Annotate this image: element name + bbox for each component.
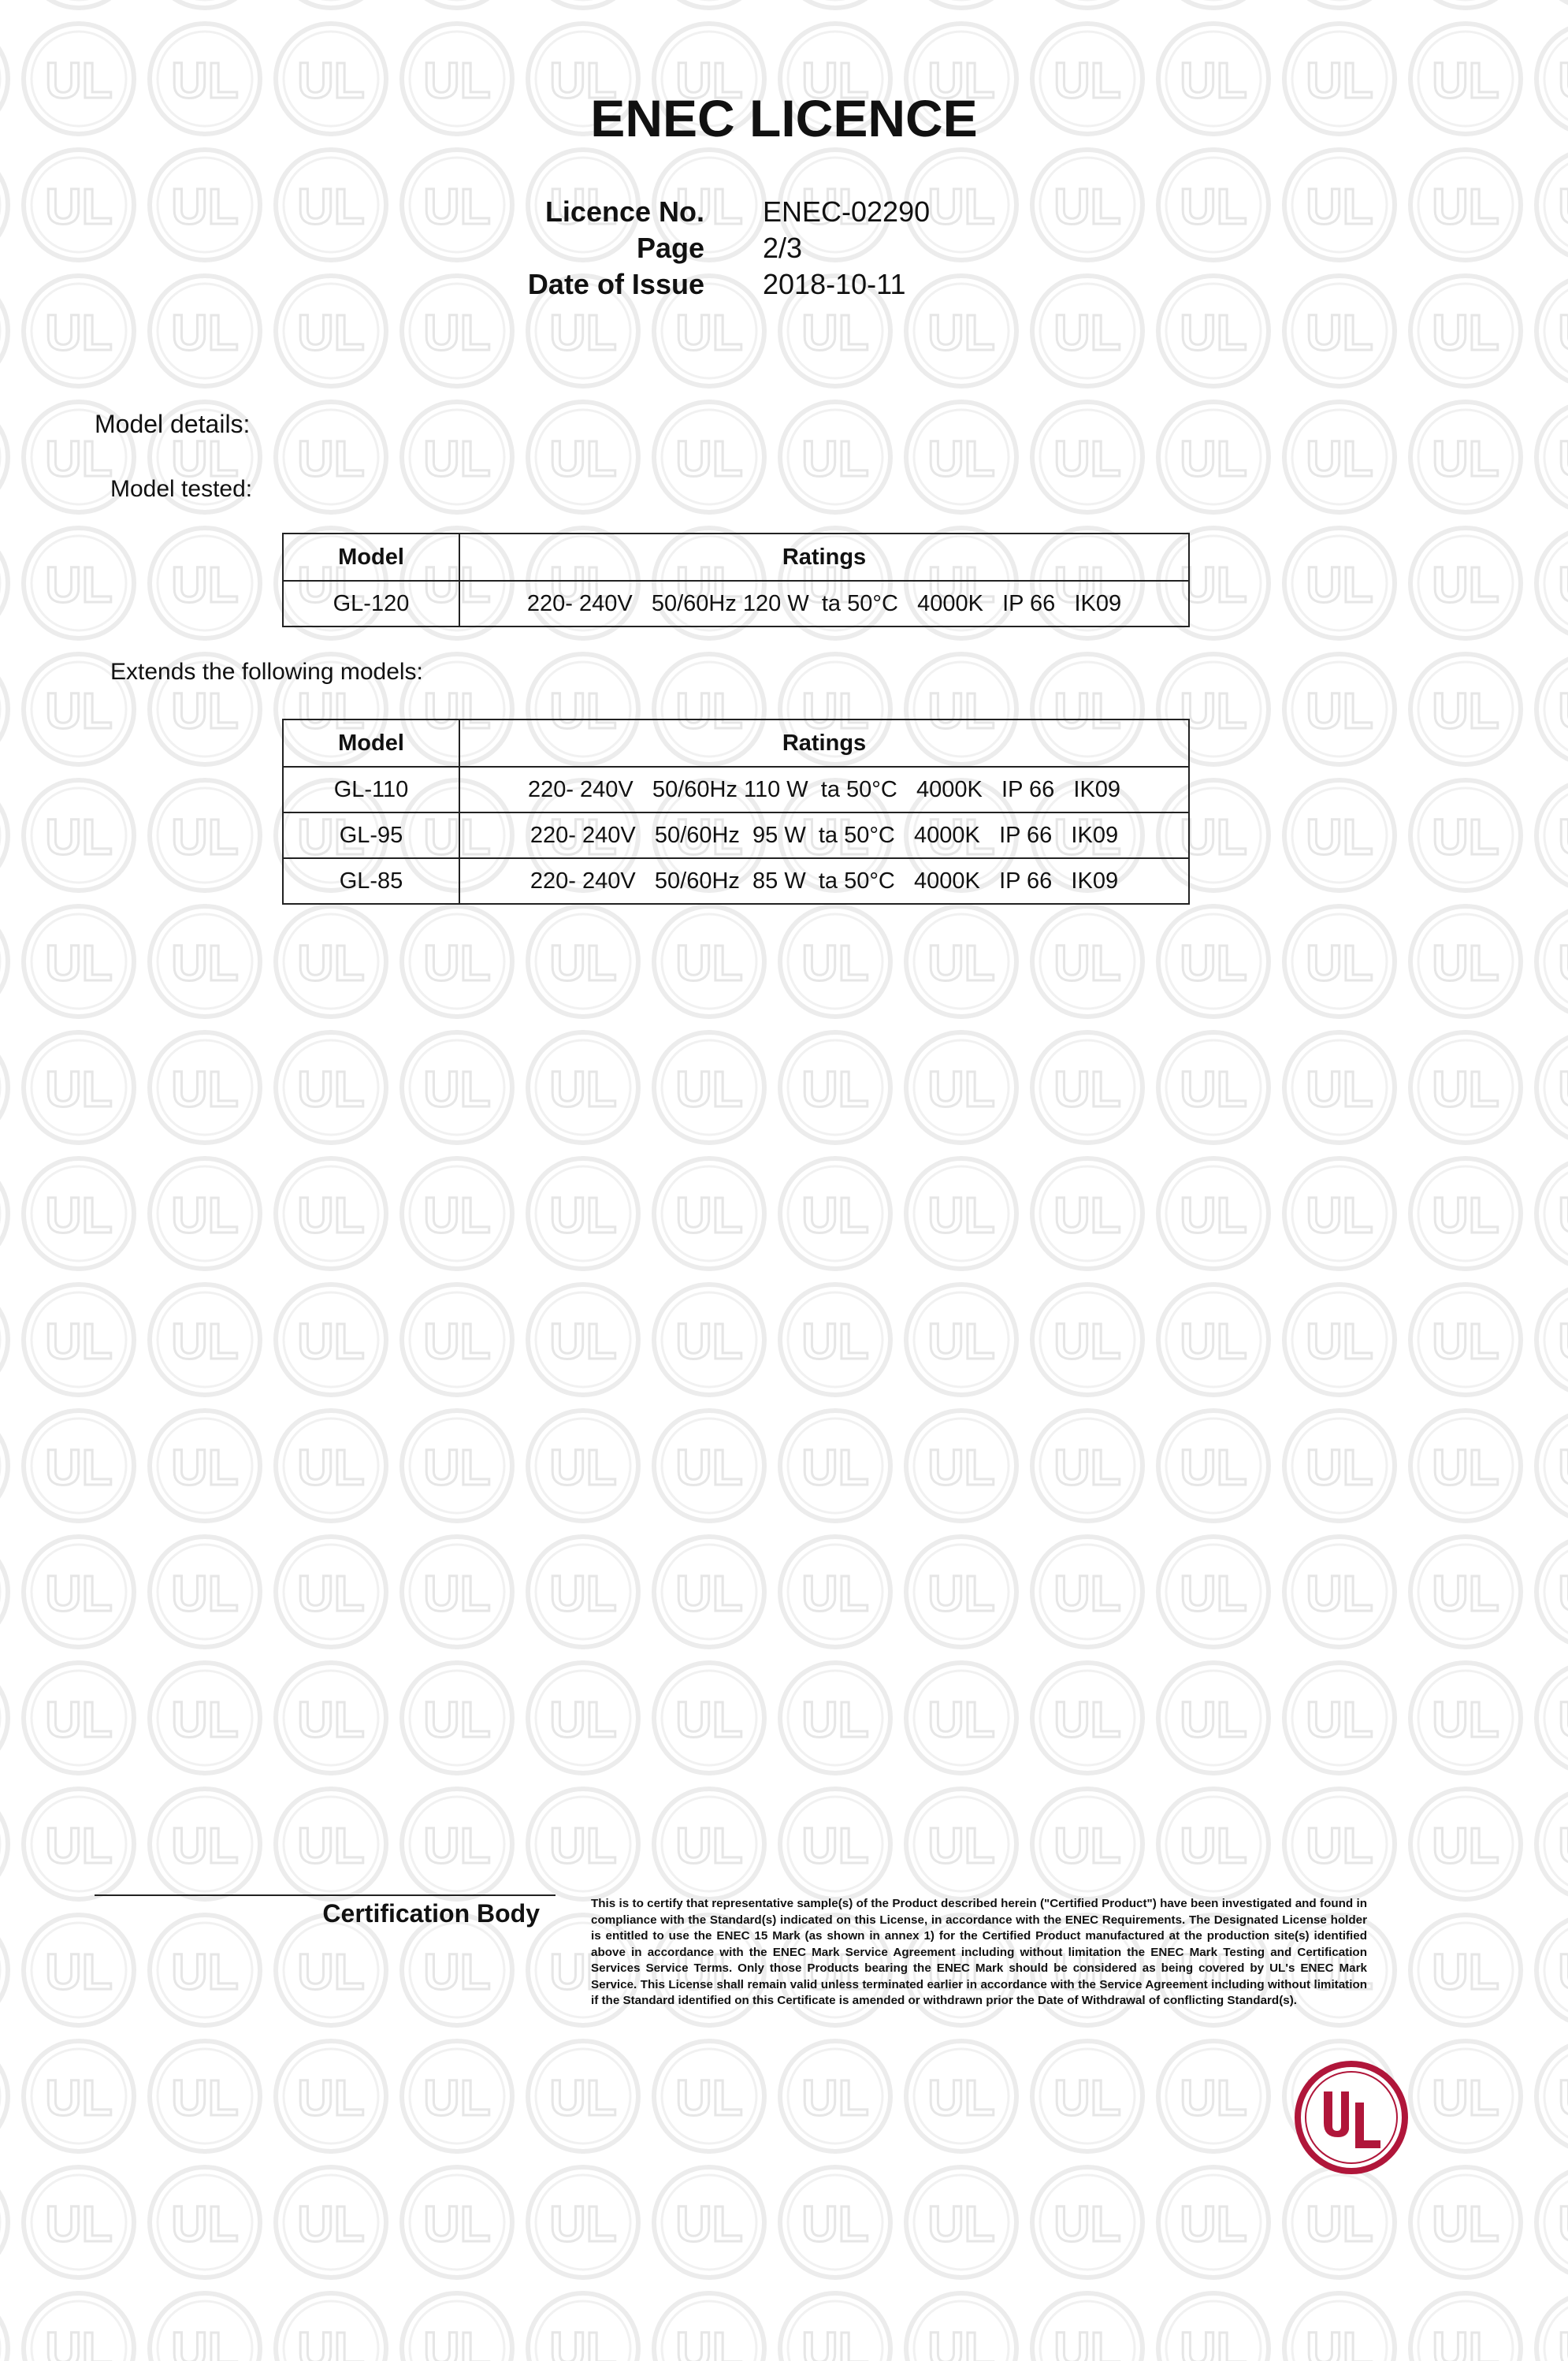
table-row — [283, 812, 1189, 858]
licence-no-label: Licence No. — [544, 195, 704, 228]
tested-models-table — [282, 533, 1190, 627]
document-title: ENEC LICENCE — [590, 89, 978, 147]
model-column-header: Model — [283, 719, 459, 767]
ratings-column-header: Ratings — [459, 719, 1189, 767]
ratings-cell: 220- 240V 50/60Hz 120 W ta 50°C 4000K IP 66 IK09 — [459, 581, 1189, 627]
model-column-header: Model — [283, 534, 459, 581]
model-cell: GL-95 — [283, 812, 459, 858]
model-cell: GL-110 — [283, 767, 459, 812]
certification-body-label: Certification Body — [322, 1899, 540, 1928]
extended-models-table — [282, 719, 1190, 905]
ratings-column-header: Ratings — [459, 534, 1189, 581]
date-of-issue-label: Date of Issue — [527, 268, 704, 300]
page-value: 2/3 — [763, 232, 803, 264]
table-row — [283, 858, 1189, 904]
extends-models-heading: Extends the following models: — [110, 659, 423, 685]
table-header-row — [283, 534, 1189, 581]
certification-disclaimer: This is to certify that representative sample(s) of the Product described herein ("Certified Product") have been investigated and found in compliance with the Standard(s) indicated on this License, in accordance with the ENEC Requirements. The Designated License holder is entitled to use the ENEC 15 Mark (as shown in annex 1) for the Certified Product manufactured at the production site(s) identified above in accordance with the ENEC Mark Service Agreement including without limitation the ENEC Mark Testing and Certification Services Service Terms. Only those Products bearing the ENEC Mark should be considered as being covered by UL's ENEC Mark Service. This License shall remain valid unless terminated earlier in accordance with the Service Agreement including without limitation if the Standard identified on this Certificate is amended or withdrawn prior the Date of Withdrawal of conflicting Standard(s). — [591, 1897, 1367, 2007]
model-cell: GL-120 — [283, 581, 459, 627]
table-row — [283, 581, 1189, 627]
ratings-cell: 220- 240V 50/60Hz 110 W ta 50°C 4000K IP 66 IK09 — [459, 767, 1189, 812]
model-details-heading: Model details: — [95, 410, 251, 438]
ratings-cell: 220- 240V 50/60Hz 85 W ta 50°C 4000K IP 66 IK09 — [459, 858, 1189, 904]
signature-line — [95, 1894, 555, 1896]
ratings-cell: 220- 240V 50/60Hz 95 W ta 50°C 4000K IP 66 IK09 — [459, 812, 1189, 858]
date-of-issue-value: 2018-10-11 — [763, 268, 906, 300]
ul-logo-icon — [1292, 2058, 1410, 2177]
page-label: Page — [636, 232, 704, 264]
table-row — [283, 767, 1189, 812]
table-header-row — [283, 719, 1189, 767]
model-tested-heading: Model tested: — [110, 476, 253, 502]
model-cell: GL-85 — [283, 858, 459, 904]
licence-no-value: ENEC-02290 — [763, 195, 931, 228]
